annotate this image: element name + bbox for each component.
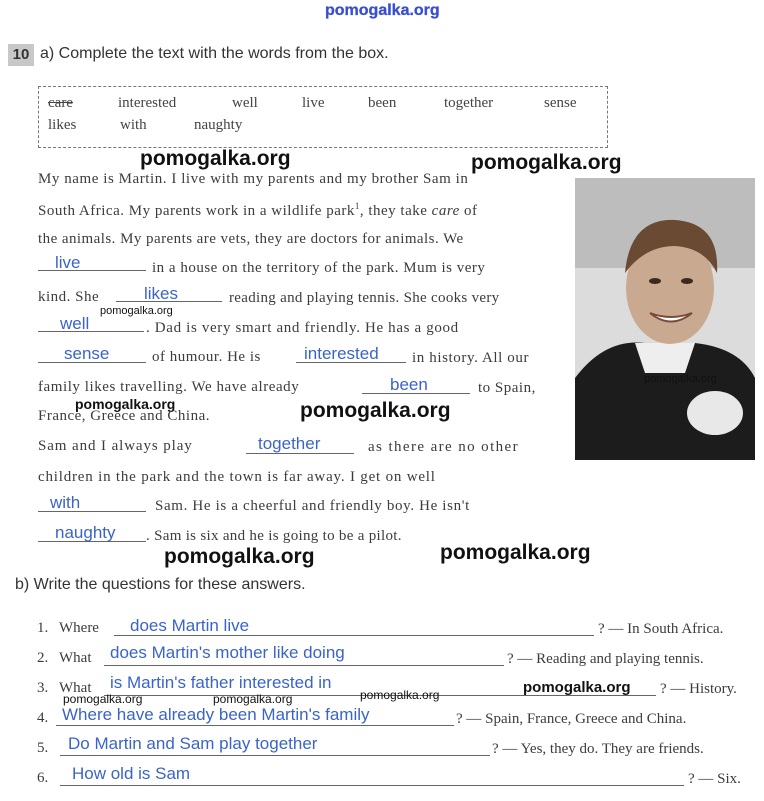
handwritten-answer: well (60, 314, 90, 333)
handwritten-answer: interested (304, 344, 379, 363)
handwritten-answer: is Martin's father interested in (110, 673, 332, 692)
text-line: to Spain, (478, 380, 536, 396)
watermark: pomogalka.org (471, 151, 622, 174)
question-start: Where (59, 620, 99, 636)
watermark: pomogalka.org (440, 541, 591, 564)
question-end: ? — Reading and playing tennis. (507, 651, 704, 667)
handwritten-answer: How old is Sam (72, 764, 191, 783)
question-number: 5. (37, 740, 49, 756)
handwritten-answer: together (258, 434, 321, 453)
box-word: likes (48, 117, 77, 133)
watermark: pomogalka.org (300, 399, 451, 422)
handwritten-answer: sense (64, 344, 110, 363)
footnote-mark: 1 (354, 201, 360, 211)
text-line: Sam. He is a cheerful and friendly boy. He isn't (155, 498, 470, 514)
answer-line (38, 331, 144, 332)
question-number: 3. (37, 680, 49, 696)
boy-portrait-photo (575, 178, 755, 460)
question-end: ? — Yes, they do. They are friends. (492, 741, 704, 757)
box-word: sense (544, 95, 577, 111)
text-line: reading and playing tennis. She cooks very (229, 290, 500, 306)
text-line: the animals. My parents are vets, they are doctors for animals. We (38, 231, 464, 247)
answer-line (60, 785, 684, 786)
watermark: pomogalka.org (100, 305, 173, 317)
text-line: . Sam is six and he is going to be a pilot. (146, 528, 402, 544)
handwritten-answer: Where have already been Martin's family (62, 705, 370, 724)
question-number: 4. (37, 710, 49, 726)
watermark: pomogalka.org (213, 692, 293, 706)
answer-line (60, 755, 490, 756)
italic-word: care (431, 203, 460, 219)
question-start: What (59, 680, 92, 696)
handwritten-answer: naughty (55, 523, 116, 542)
answer-line (56, 725, 454, 726)
text-line (38, 201, 478, 220)
text-fragment: , they take (359, 203, 432, 219)
handwritten-answer: been (390, 375, 428, 394)
top-watermark: pomogalka.org (325, 2, 440, 19)
handwritten-answer: with (50, 493, 81, 512)
watermark: pomogalka.org (360, 688, 440, 702)
box-word: care (48, 95, 73, 111)
exercise-number-badge: 10 (8, 44, 34, 66)
box-word: naughty (194, 117, 243, 133)
box-word: interested (118, 95, 177, 111)
question-end: ? — Six. (688, 771, 741, 787)
text-fragment: South Africa. My parents work in a wildlife park (38, 203, 355, 219)
text-line: in history. All our (412, 350, 530, 366)
box-word: been (368, 95, 397, 111)
watermark: pomogalka.org (164, 545, 315, 568)
box-word: together (444, 95, 494, 111)
text-fragment: of (459, 203, 478, 219)
text-line: as there are no other (368, 439, 520, 455)
text-line: of humour. He is (152, 349, 261, 365)
box-word: well (232, 95, 258, 111)
watermark: pomogalka.org (523, 679, 631, 696)
question-end: ? — Spain, France, Greece and China. (456, 711, 687, 727)
text-line: in a house on the territory of the park. Mum is very (152, 260, 486, 276)
box-word: live (302, 95, 325, 111)
part-b-title: b) Write the questions for these answers. (15, 576, 306, 593)
question-end: ? — History. (660, 681, 737, 697)
watermark: pomogalka.org (140, 147, 291, 170)
box-word: with (120, 117, 147, 133)
handwritten-answer: does Martin's mother like doing (110, 643, 345, 662)
watermark: pomogalka.org (75, 396, 176, 412)
portrait-icon (575, 178, 755, 460)
text-line: children in the park and the town is far away. I get on well (38, 469, 436, 485)
watermark: pomogalka.org (63, 692, 143, 706)
watermark: pomogalka.org (644, 373, 717, 385)
handwritten-answer: likes (144, 284, 179, 303)
text-line: family likes travelling. We have already (38, 379, 300, 395)
text-line: . Dad is very smart and friendly. He has a good (146, 320, 459, 336)
question-number: 1. (37, 620, 49, 636)
question-end: ? — In South Africa. (598, 621, 724, 637)
question-number: 2. (37, 650, 49, 666)
handwritten-answer: live (55, 253, 81, 272)
handwritten-answer: Do Martin and Sam play together (68, 734, 318, 753)
part-a-title: a) Complete the text with the words from the box. (40, 45, 389, 62)
text-line: France, Greece and China. (38, 408, 211, 424)
text-line: Sam and I always play (38, 438, 193, 454)
text-line: kind. She (38, 289, 100, 305)
question-start: What (59, 650, 92, 666)
question-number: 6. (37, 770, 49, 786)
answer-line (104, 665, 504, 666)
handwritten-answer: does Martin live (130, 616, 250, 635)
text-line: My name is Martin. I live with my parents and my brother Sam in (38, 171, 469, 187)
